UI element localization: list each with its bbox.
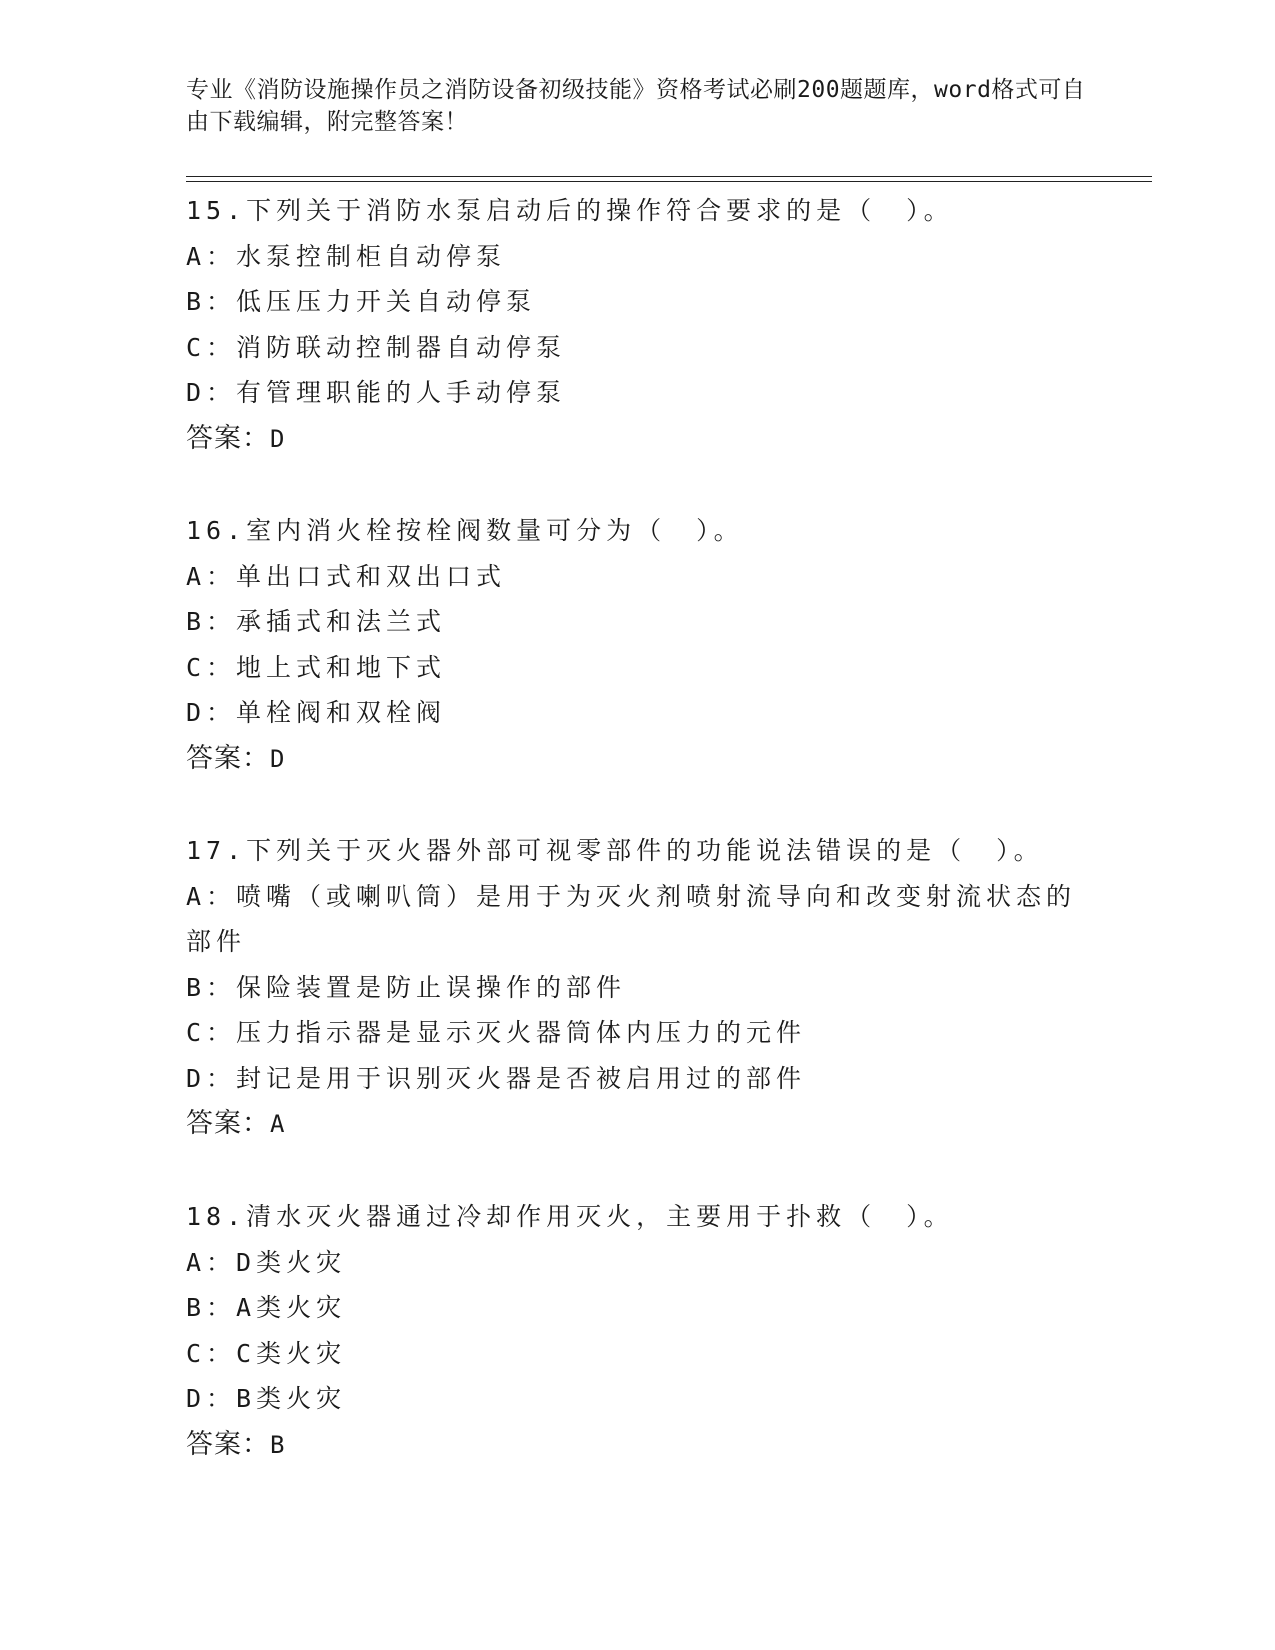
question-15 — [186, 188, 1086, 462]
answer — [186, 416, 1086, 463]
header-divider-bottom — [186, 181, 1152, 182]
question-18 — [186, 1194, 1086, 1468]
answer — [186, 1422, 1086, 1469]
answer-value: D — [270, 744, 286, 773]
document-header: 专业《消防设施操作员之消防设备初级技能》资格考试必刷200题题库，word格式可自由下载编辑，附完整答案！ — [186, 77, 1086, 135]
option-b: B：A类火灾 — [186, 1293, 347, 1322]
answer-label: 答案： — [186, 1428, 270, 1460]
answer-value: B — [270, 1430, 286, 1459]
option-d: D：封记是用于识别灭火器是否被启用过的部件 — [186, 1063, 807, 1093]
question-16 — [186, 508, 1086, 782]
question-stem: 16.室内消火栓按栓阀数量可分为（ ）。 — [186, 516, 744, 545]
option-c: C：C类火灾 — [186, 1338, 347, 1368]
option-d: D：单栓阀和双栓阀 — [186, 698, 447, 727]
option-d: D：有管理职能的人手动停泵 — [186, 378, 567, 407]
answer-label: 答案： — [186, 742, 270, 774]
option-d: D：B类火灾 — [186, 1384, 347, 1413]
header-divider-top — [186, 176, 1152, 177]
option-c: C：地上式和地下式 — [186, 652, 447, 682]
answer — [186, 736, 1086, 783]
answer — [186, 1101, 1086, 1148]
answer-label: 答案： — [186, 1108, 270, 1139]
question-stem: 17.下列关于灭火器外部可视零部件的功能说法错误的是（ ）。 — [186, 836, 1044, 865]
question-17 — [186, 828, 1086, 1148]
option-a: A：水泵控制柜自动停泵 — [186, 241, 507, 271]
option-b: B：承插式和法兰式 — [186, 607, 447, 636]
option-a: A：喷嘴（或喇叭筒）是用于为灭火剂喷射流导向和改变射流状态的部件 — [186, 881, 1077, 956]
question-stem: 15.下列关于消防水泵启动后的操作符合要求的是（ ）。 — [186, 196, 954, 225]
question-stem: 18.清水灭火器通过冷却作用灭火，主要用于扑救（ ）。 — [186, 1202, 954, 1231]
option-a: A：D类火灾 — [186, 1247, 347, 1277]
answer-label: 答案： — [186, 422, 270, 454]
option-b: B：保险装置是防止误操作的部件 — [186, 972, 627, 1002]
answer-value: D — [270, 424, 286, 453]
option-a: A：单出口式和双出口式 — [186, 561, 507, 591]
option-b: B：低压压力开关自动停泵 — [186, 287, 537, 316]
option-c: C：消防联动控制器自动停泵 — [186, 332, 567, 362]
option-c: C：压力指示器是显示灭火器筒体内压力的元件 — [186, 1018, 807, 1047]
answer-value: A — [270, 1110, 286, 1138]
